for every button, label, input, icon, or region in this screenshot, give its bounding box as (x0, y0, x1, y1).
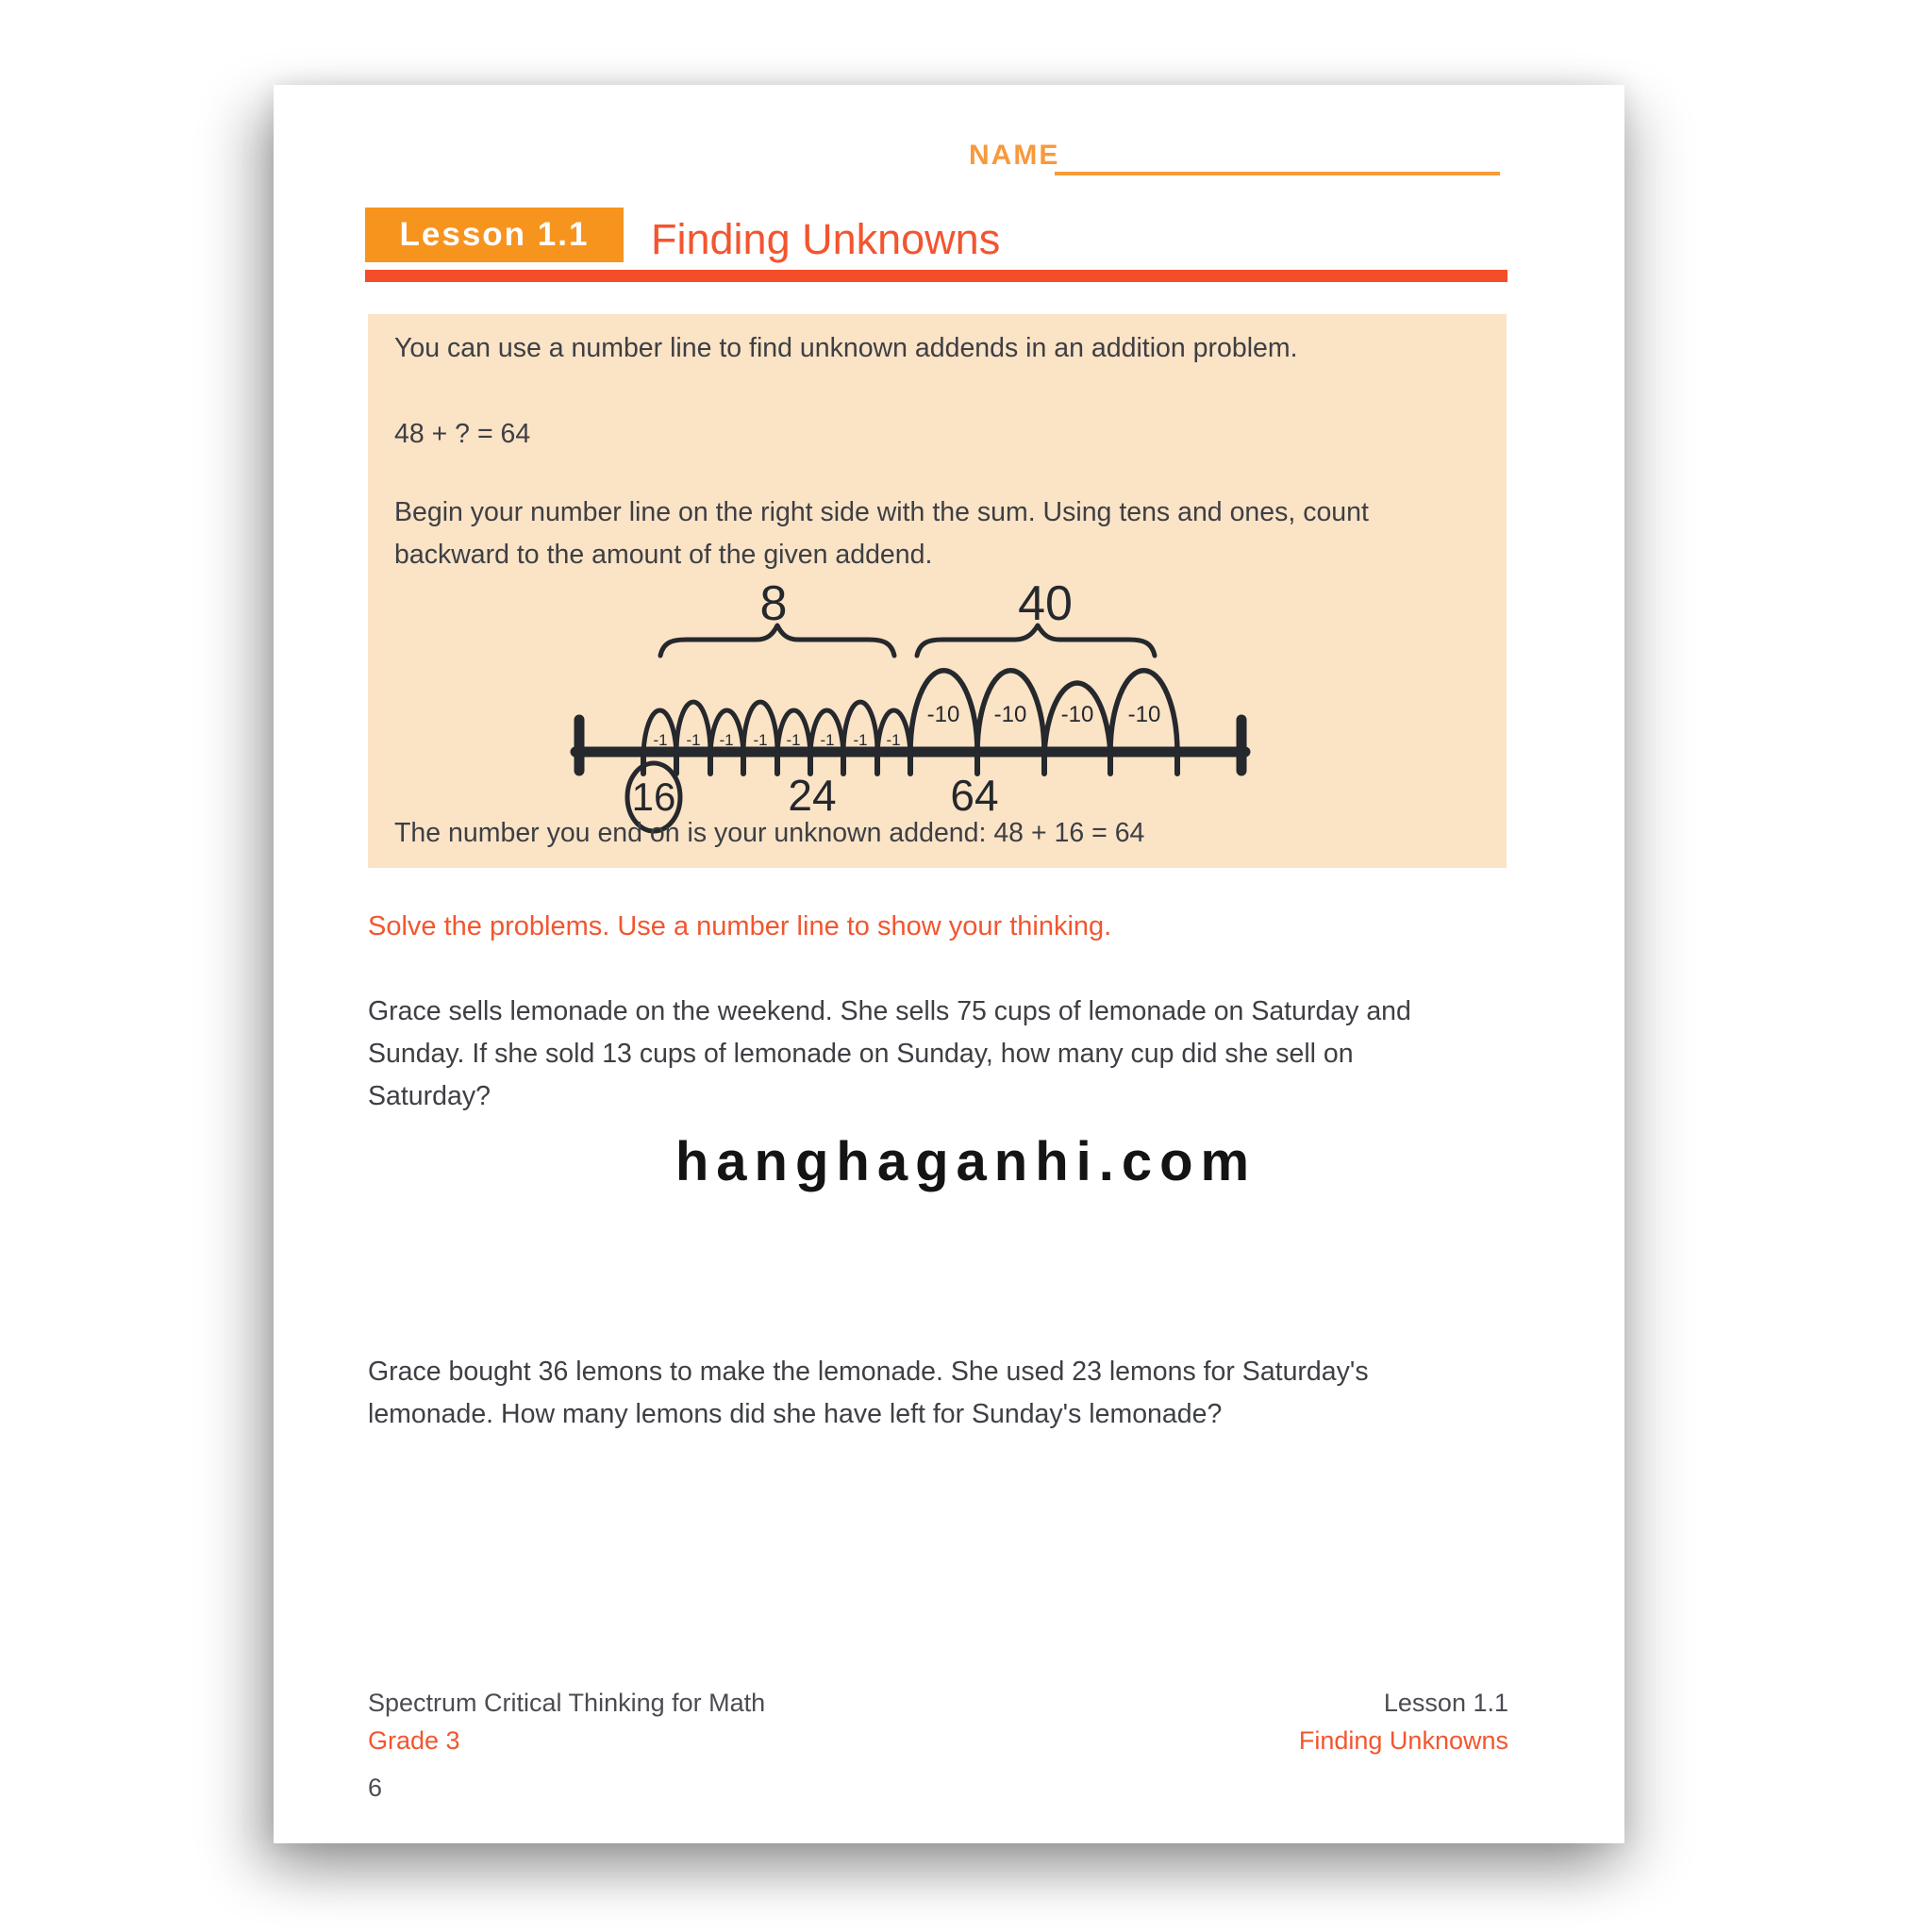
middle-point-label: 24 (788, 771, 837, 820)
start-point-label: 16 (631, 774, 676, 819)
header-rule (365, 270, 1507, 282)
footer-grade: Grade 3 (368, 1726, 460, 1755)
problem-1-text: Grace sells lemonade on the weekend. She sells 75 cups of lemonade on Saturday and Sunday. If she sold 13 cups of lemonade on Sunday, how many cup did she sell on Saturday? (368, 996, 1411, 1111)
svg-text:-1: -1 (886, 731, 901, 749)
lesson-badge: Lesson 1.1 (365, 208, 624, 262)
ones-group-label: 8 (759, 576, 788, 631)
svg-text:-10: -10 (993, 702, 1027, 727)
ones-brace (660, 625, 894, 656)
example-instructions: Begin your number line on the right side with the sum. Using tens and ones, count backward to the amount of the given addend. (394, 497, 1369, 570)
svg-text:-10: -10 (1127, 702, 1161, 727)
tens-brace (917, 625, 1155, 656)
workbook-page (274, 85, 1624, 1843)
svg-text:-1: -1 (786, 731, 801, 749)
page-title: Finding Unknowns (651, 215, 1001, 263)
footer-lesson-title: Finding Unknowns (1298, 1726, 1508, 1755)
svg-text:-1: -1 (653, 731, 668, 749)
problem-2-text: Grace bought 36 lemons to make the lemonade. She used 23 lemons for Saturday's lemonade. How many lemons did she have left for Sunday's lemonade? (368, 1357, 1369, 1429)
footer-lesson-ref: Lesson 1.1 (1383, 1689, 1508, 1717)
example-box (368, 314, 1507, 868)
name-blank-line (1055, 142, 1500, 175)
name-label: NAME (969, 140, 1060, 171)
directions-text: Solve the problems. Use a number line to show your thinking. (368, 911, 1112, 941)
example-intro: You can use a number line to find unknown addends in an addition problem. (394, 333, 1298, 363)
number-line-diagram (547, 571, 1264, 835)
footer-page-number: 6 (368, 1774, 383, 1802)
example-conclusion: The number you end on is your unknown addend: 48 + 16 = 64 (394, 818, 1145, 848)
svg-text:-10: -10 (1060, 702, 1094, 727)
watermark-text: hanghaganhi.com (675, 1131, 1257, 1192)
svg-text:-1: -1 (719, 731, 734, 749)
svg-text:-1: -1 (753, 731, 768, 749)
example-equation: 48 + ? = 64 (394, 419, 531, 449)
tens-group-label: 40 (1018, 576, 1073, 631)
svg-text:-10: -10 (926, 702, 960, 727)
svg-text:-1: -1 (686, 731, 701, 749)
ones-arcs (643, 702, 910, 753)
svg-text:-1: -1 (820, 731, 835, 749)
footer-book-title: Spectrum Critical Thinking for Math (368, 1689, 766, 1717)
svg-text:-1: -1 (853, 731, 868, 749)
end-point-label: 64 (950, 771, 999, 820)
